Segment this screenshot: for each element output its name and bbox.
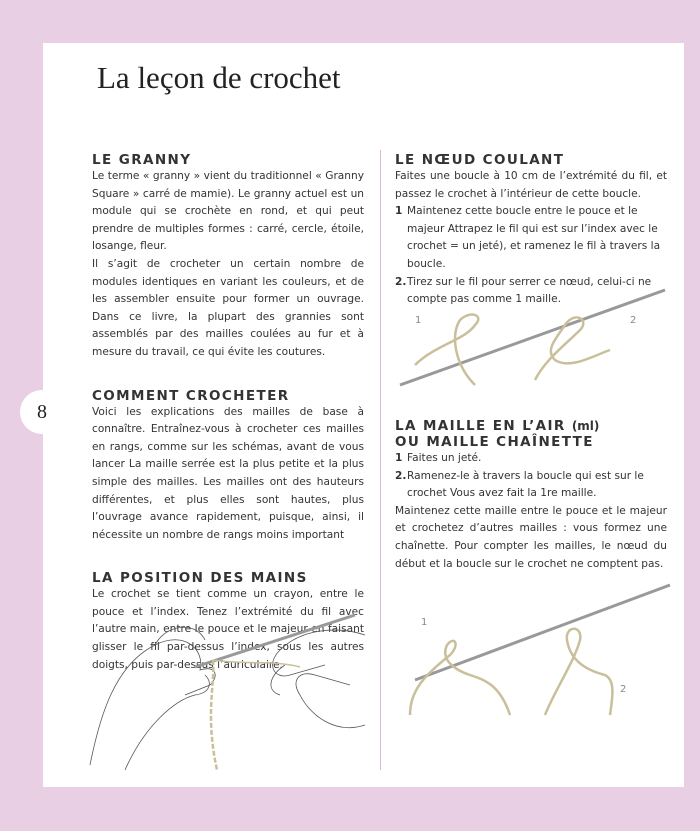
section-heading-noeud: LE NŒUD COULANT (395, 152, 565, 168)
maille-step (395, 468, 667, 503)
left-column (92, 152, 364, 674)
section-heading-position: LA POSITION DES MAINS (92, 570, 308, 587)
heading-line: LA MAILLE EN L’AIR (395, 418, 566, 434)
step-number: 2. (395, 469, 407, 482)
slip-knot-illustration (395, 285, 675, 400)
step-number: 2. (395, 275, 407, 288)
step-text: Maintenez cette boucle entre le pouce et le majeur Attrapez le fil qui est sur l’index avec le crochet = un jeté), et ramenez le fil à travers la boucle. (407, 205, 661, 270)
section-heading-comment: COMMENT CROCHETER (92, 387, 290, 404)
hands-illustration (85, 605, 370, 775)
section-heading-maille (395, 418, 667, 434)
figure-label: 1 (421, 617, 428, 628)
step-text: Tirez sur le fil pour serrer ce nœud, celui-ci ne compte pas comme 1 maille. (407, 275, 652, 306)
granny-paragraph-2: Il s’agit de crocheter un certain nombre de modules identiques en variant les couleurs, et de les assembler ensuite pour former un ouvrage. Dans ce livre, la plupart des grannies sont assemblés par des mailles coulées au fur et à mesure du travail, ce qui évite les coutures. (92, 257, 364, 358)
step-text: Faites un jeté. (407, 452, 482, 464)
section-heading-maille-2: OU MAILLE CHAÎNETTE (395, 434, 594, 450)
column-divider (380, 150, 381, 770)
step-number: 1 (395, 452, 403, 464)
maille-paragraph: Maintenez cette maille entre le pouce et le majeur et crochetez d’autres mailles : vous formez une chaînette. Pour compter les mailles, le nœud du début et la boucle sur le crochet ne comptent pas. (395, 504, 667, 570)
figure-label: 2 (630, 315, 637, 326)
chain-stitch-illustration (395, 580, 675, 720)
figure-label: 2 (620, 684, 627, 695)
section-heading-granny: LE GRANNY (92, 152, 192, 168)
figure-label: 1 (415, 315, 422, 326)
noeud-step (395, 203, 667, 273)
heading-abbr: (ml) (571, 419, 600, 433)
position-paragraph: Le crochet se tient comme un crayon, entre le pouce et l’index. Tenez l’extrémité du fil avec l’autre main, entre le pouce et le majeur en faisant glisser le fil par-dessus l’index, sous les autres doigts, puis par-dessus l’auriculaire. (92, 588, 364, 671)
step-number: 1 (395, 205, 403, 218)
maille-step (395, 450, 667, 468)
comment-paragraph: Voici les explications des mailles de base à connaître. Entraînez-vous à crocheter ces mailles en rangs, comme sur les schémas, avant de vous lancer La maille serrée est la plus petite et la plus simple des mailles. Les mailles ont des hauteurs différentes, et plus elles sont hautes, plus l’ouvrage avance rapidement, puisque, ainsi, il nécessite un nombre de rangs moins important (92, 405, 364, 541)
right-column-bottom (395, 418, 667, 573)
page-number: 8 (20, 390, 64, 434)
page-title: La leçon de crochet (97, 60, 341, 95)
granny-paragraph-1: Le terme « granny » vient du traditionnel « Granny Square » carré de mamie). Le granny actuel est un module qui se crochète en rond, et qui peut prendre de multiples formes : carré, cercle, étoile, losange, fleur. (92, 170, 364, 253)
noeud-intro: Faites une boucle à 10 cm de l’extrémité du fil, et passez le crochet à l’intérieur de cette boucle. (395, 170, 667, 200)
step-text: Ramenez-le à travers la boucle qui est sur le crochet Vous avez fait la 1re maille. (407, 469, 644, 500)
